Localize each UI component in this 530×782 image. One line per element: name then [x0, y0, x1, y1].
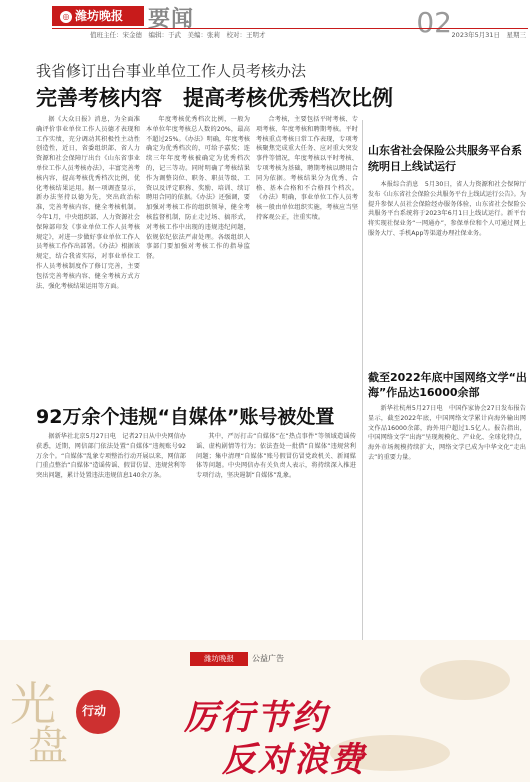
masthead-logo-icon: ◎: [60, 11, 72, 23]
sidebar-story-2: [368, 404, 526, 634]
header-rule: [52, 28, 528, 29]
ad-slogan-2: 反对浪费: [222, 740, 366, 780]
story2-column-2-text: 其中，严厉打击“自媒体”在“热点事件”等领域造谣传谣、虚构剧情等行为；依法查处一批借“自媒体”违规营利问题；集中清理“自媒体”账号假冒仿冒党政机关、新闻媒体等问题。中央网信办有关负责人表示，将持续深入推进专项行动，坚决遏制“自媒体”乱象。: [196, 433, 356, 480]
sidebar-title-1: 山东省社会保险公共服务平台系统明日上线试运行: [368, 144, 522, 173]
ad-label: 公益广告: [252, 654, 284, 663]
ad-big-char-1: 光: [10, 677, 56, 731]
sidebar-story-1: [368, 180, 526, 364]
story1-headline: 完善考核内容 提高考核优秀档次比例: [36, 86, 393, 110]
editors-line: 值班主任：宋金德 编辑：于武 美编：张莉 校对：王明才: [90, 31, 266, 39]
story1-kicker: 我省修订出台事业单位工作人员考核办法: [36, 62, 307, 80]
story1-column-2: [146, 115, 250, 393]
story1-column-1: [36, 115, 140, 393]
story1-column-3: [256, 115, 358, 393]
sidebar-body-1: 本报综合消息 5月30日，省人力资源和社会保障厅发布《山东省社会保险公共服务平台上线试运行公告》。为提升参保人员社会保险经办服务体验，山东省社会保险公共服务平台系统将于2023年6月1日上线试运行。新平台将实现社保业务“一网通办”，参保单位和个人可通过网上服务大厅、手机App等渠道办理社保业务。: [368, 181, 526, 237]
story1-column-2-text: 年度考核优秀档次比例，一般为本单位年度考核总人数的20%，最高不超过25%。《办法》明确，年度考核确定为优秀档次的，可给予嘉奖；连续三年年度考核被确定为优秀档次的，记三等功。同时明确了考核结果作为调整岗位、职务、职员等级、工资以及评定职称、奖励、培训、续订聘用合同的依据。《办法》还强调，要加强对考核工作的组织领导，健全考核监督机制，防止走过场、搞形式，对考核工作中出现的违规违纪问题，依规依纪依法严肃处理。各级组织人事部门要加强对考核工作的指导监督。: [146, 116, 250, 261]
story1-column-3-text: 合考核，主要包括平时考核、专项考核、年度考核和聘期考核。平时考核重点考核日常工作表现，专项考核聚焦完成重大任务、应对重大突发事件等情况，年度考核以平时考核、专项考核为基础，聘期考核以聘用合同为依据。考核结果分为优秀、合格、基本合格和不合格四个档次。《办法》明确，事业单位工作人员考核一般由单位组织实施，考核应当坚持客观公正，注重实绩。: [256, 116, 358, 221]
masthead-title: 潍坊晚报: [75, 9, 124, 23]
story2-column-1: [36, 432, 186, 632]
story2-column-2: [196, 432, 356, 632]
ad-stamp-text: 行动: [82, 704, 107, 718]
ad-big-char-2: 盘: [28, 723, 68, 769]
page-number: 02: [416, 6, 452, 39]
issue-date: 2023年5月31日 星期三: [451, 31, 526, 39]
ad-badge: 潍坊晚报: [190, 652, 248, 666]
masthead: [52, 6, 144, 26]
column-divider: [362, 120, 363, 640]
story2-column-1-text: 据新华社北京5月27日电 记者27日从中央网信办获悉，近期，网信部门依法处置“自媒体”违规账号92万余个。“自媒体”乱象专项整治行动开展以来，网信部门重点整治“自媒体”造谣传谣、假冒仿冒、违规营利等突出问题，累计处置违法违规信息140余万条。: [36, 433, 186, 480]
story1-column-1-text: 据《大众日报》消息，为全面准确评价事业单位工作人员德才表现和工作实绩，充分调动其积极性主动性创造性，近日，省委组织部、省人力资源和社会保障厅出台《山东省事业单位工作人员考核办法》，丰富完善考核内容，提高考核优秀档次比例，优化考核结果运用。据一项调查显示，新办法坚持以德为先，突出政治标准，完善考核内容，健全考核机制。今年1月，中央组织部、人力资源社会保障部印发《事业单位工作人员考核规定》，对进一步做好事业单位工作人员考核工作作出部署。《办法》根据该规定，结合我省实际，对事业单位工作人员考核制度作了修订完善，主要包括完善考核内容、健全考核方式方法、强化考核结果运用等方面。: [36, 116, 140, 290]
ad-cloud-decoration: [420, 660, 510, 700]
ad-slogan-1: 厉行节约: [184, 698, 328, 738]
story2-title: 92万余个违规“自媒体”账号被处置: [36, 406, 335, 428]
sidebar-title-2: 截至2022年底中国网络文学“出海”作品达16000余部: [368, 371, 527, 399]
page-header: [0, 0, 530, 44]
sidebar-body-2: 新华社杭州5月27日电 中国作家协会27日发布报告显示，截至2022年底，中国网络文学累计向海外输出网文作品16000余部，海外用户超过1.5亿人。报告指出，中国网络文学“出海”呈现规模化、产业化、全球化特点，海外市场规模持续扩大，网络文学已成为中华文化“走出去”的重要力量。: [368, 405, 526, 461]
section-name: 要闻: [148, 7, 195, 32]
